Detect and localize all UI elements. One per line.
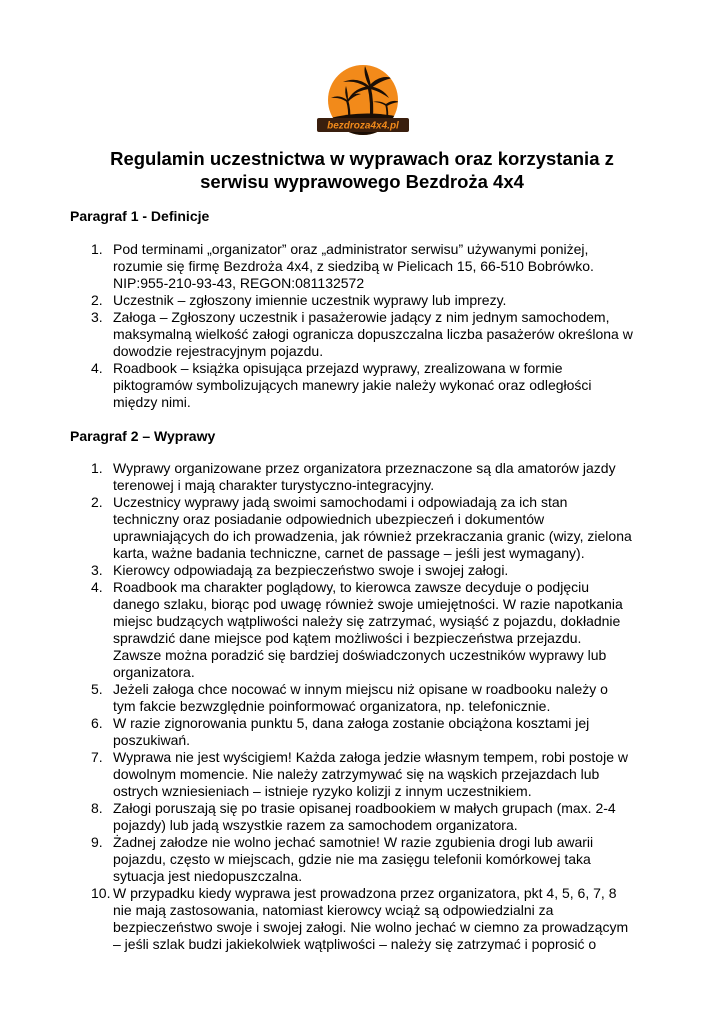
text-line: Żadnej załodze nie wolno jechać samotnie! W razie zgubienia drogi lub awarii	[113, 834, 594, 850]
list-item-text	[113, 749, 670, 800]
text-line: pojazdy) lub jadą wszystkie razem za samochodem organizatora.	[113, 817, 518, 833]
text-line: terenowej i mają charakter turystyczno-integracyjny.	[113, 477, 435, 493]
text-line: Jeżeli załoga chce nocować w innym miejscu niż opisane w roadbooku należy o	[113, 681, 608, 697]
list-item-text	[113, 800, 670, 834]
text-line: maksymalną wielkość załogi ogranicza dopuszczalna liczba pasażerów określona w	[113, 326, 633, 342]
list-item-number: 2.	[91, 292, 103, 308]
list-item-number: 3.	[91, 309, 103, 325]
list-item-number: 6.	[91, 715, 103, 731]
text-line: pojazdu, często w miejscach, gdzie nie ma zasięgu telefonii komórkowej taka	[113, 851, 591, 867]
list-item-number: 2.	[91, 494, 103, 510]
list-item	[70, 360, 670, 411]
text-line: między nimi.	[113, 394, 191, 410]
list-item-text	[113, 360, 670, 411]
list-item	[70, 834, 670, 885]
list-item	[70, 309, 670, 360]
text-line: miejsc budzących wątpliwości należy się zatrzymać, wysiąść z pojazdu, dokładnie	[113, 613, 621, 629]
text-line: bezpieczeństwo swoje i swojej załogi. Nie wolno jechać w ciemno za prowadzącym	[113, 919, 629, 935]
text-line: nie mają zastosowania, natomiast kierowcy wciąż są odpowiedzialni za	[113, 902, 554, 918]
list-item	[70, 885, 670, 953]
section-heading: Paragraf 1 - Definicje	[70, 208, 210, 224]
list-item	[70, 715, 670, 749]
text-line: Uczestnik – zgłoszony imiennie uczestnik wyprawy lub imprezy.	[113, 292, 507, 308]
text-line: Roadbook ma charakter poglądowy, to kierowca zawsze decyduje o podjęciu	[113, 579, 590, 595]
list-item-number: 4.	[91, 360, 103, 376]
list-item-text	[113, 681, 670, 715]
list-item	[70, 749, 670, 800]
logo-text: bezdroza4x4.pl	[327, 120, 399, 132]
text-line: NIP:955-210-93-43, REGON:081132572	[113, 275, 365, 291]
text-line: uprawniających do ich prowadzenia, jak również przekraczania granic (wizy, zielona	[113, 528, 632, 544]
list-item	[70, 494, 670, 562]
text-line: Zawsze można poradzić się bardziej doświadczonych uczestników wyprawy lub	[113, 647, 607, 663]
list-item-text	[113, 562, 670, 579]
text-line: sytuacja jest niedopuszczalna.	[113, 868, 303, 884]
list-item	[70, 460, 670, 494]
list-item-text	[113, 834, 670, 885]
list-item-text	[113, 885, 670, 953]
title-line: Regulamin uczestnictwa w wyprawach oraz korzystania z	[110, 148, 614, 169]
definitions-list	[70, 241, 670, 411]
list-item-text	[113, 241, 670, 292]
text-line: karta, ważne badania techniczne, carnet de passage – jeśli jest wymagany).	[113, 545, 585, 561]
list-item-text	[113, 715, 670, 749]
list-item-text	[113, 494, 670, 562]
text-line: ostrych wzniesieniach – istnieje ryzyko kolizji z innym uczestnikiem.	[113, 783, 532, 799]
text-line: tym fakcie bezwzględnie poinformować organizatora, np. telefonicznie.	[113, 698, 551, 714]
page-title	[60, 147, 664, 193]
list-item-number: 7.	[91, 749, 103, 765]
list-item-text	[113, 579, 670, 681]
list-item-number: 8.	[91, 800, 103, 816]
list-item	[70, 562, 670, 579]
list-item-text	[113, 292, 670, 309]
text-line: techniczny oraz posiadanie odpowiednich ubezpieczeń i dokumentów	[113, 511, 545, 527]
section-heading: Paragraf 2 – Wyprawy	[70, 428, 216, 444]
text-line: W razie zignorowania punktu 5, dana załoga zostanie obciążona kosztami jej	[113, 715, 590, 731]
text-line: poszukiwań.	[113, 732, 191, 748]
text-line: Załogi poruszają się po trasie opisanej roadbookiem w małych grupach (max. 2-4	[113, 800, 616, 816]
text-line: Kierowcy odpowiadają za bezpieczeństwo swoje i swojej załogi.	[113, 562, 509, 578]
list-item-text	[113, 460, 670, 494]
text-line: sprawdzić dane miejsce pod kątem możliwości i bezpieczeństwa przejazdu.	[113, 630, 582, 646]
list-item	[70, 681, 670, 715]
text-line: W przypadku kiedy wyprawa jest prowadzona przez organizatora, pkt 4, 5, 6, 7, 8	[113, 885, 617, 901]
text-line: dowolnym momencie. Nie należy zatrzymywać się na wąskich przejazdach lub	[113, 766, 600, 782]
list-item-text	[113, 309, 670, 360]
list-item-number: 10.	[91, 885, 111, 901]
list-item	[70, 241, 670, 292]
title-line: serwisu wyprawowego Bezdroża 4x4	[200, 171, 524, 192]
list-item-number: 9.	[91, 834, 103, 850]
bezdroza-logo	[313, 64, 413, 140]
text-line: Uczestnicy wyprawy jadą swoimi samochodami i odpowiadają za ich stan	[113, 494, 568, 510]
list-item-number: 1.	[91, 241, 103, 257]
list-item	[70, 800, 670, 834]
list-item	[70, 579, 670, 681]
text-line: organizatora.	[113, 664, 195, 680]
text-line: dowodzie rejestracyjnym pojazdu.	[113, 343, 324, 359]
text-line: Wyprawa nie jest wyścigiem! Każda załoga jedzie własnym tempem, robi postoje w	[113, 749, 628, 765]
text-line: Wyprawy organizowane przez organizatora przeznaczone są dla amatorów jazdy	[113, 460, 616, 476]
rules-list	[70, 460, 670, 953]
list-item-number: 3.	[91, 562, 103, 578]
list-item-number: 5.	[91, 681, 103, 697]
text-line: Roadbook – książka opisująca przejazd wyprawy, zrealizowana w formie	[113, 360, 563, 376]
text-line: rozumie się firmę Bezdroża 4x4, z siedzibą w Pielicach 15, 66-510 Bobrówko.	[113, 258, 594, 274]
text-line: piktogramów symbolizujących manewry jakie należy wykonać oraz odległości	[113, 377, 592, 393]
list-item-number: 1.	[91, 460, 103, 476]
text-line: Załoga – Zgłoszony uczestnik i pasażerowie jadący z nim jednym samochodem,	[113, 309, 610, 325]
list-item-number: 4.	[91, 579, 103, 595]
text-line: danego szlaku, biorąc pod uwagę również swoje umiejętności. W razie napotkania	[113, 596, 623, 612]
text-line: Pod terminami „organizator” oraz „administrator serwisu” używanymi poniżej,	[113, 241, 589, 257]
list-item	[70, 292, 670, 309]
text-line: – jeśli szlak budzi jakiekolwiek wątpliwości – należy się zatrzymać i poprosić o	[113, 936, 597, 952]
